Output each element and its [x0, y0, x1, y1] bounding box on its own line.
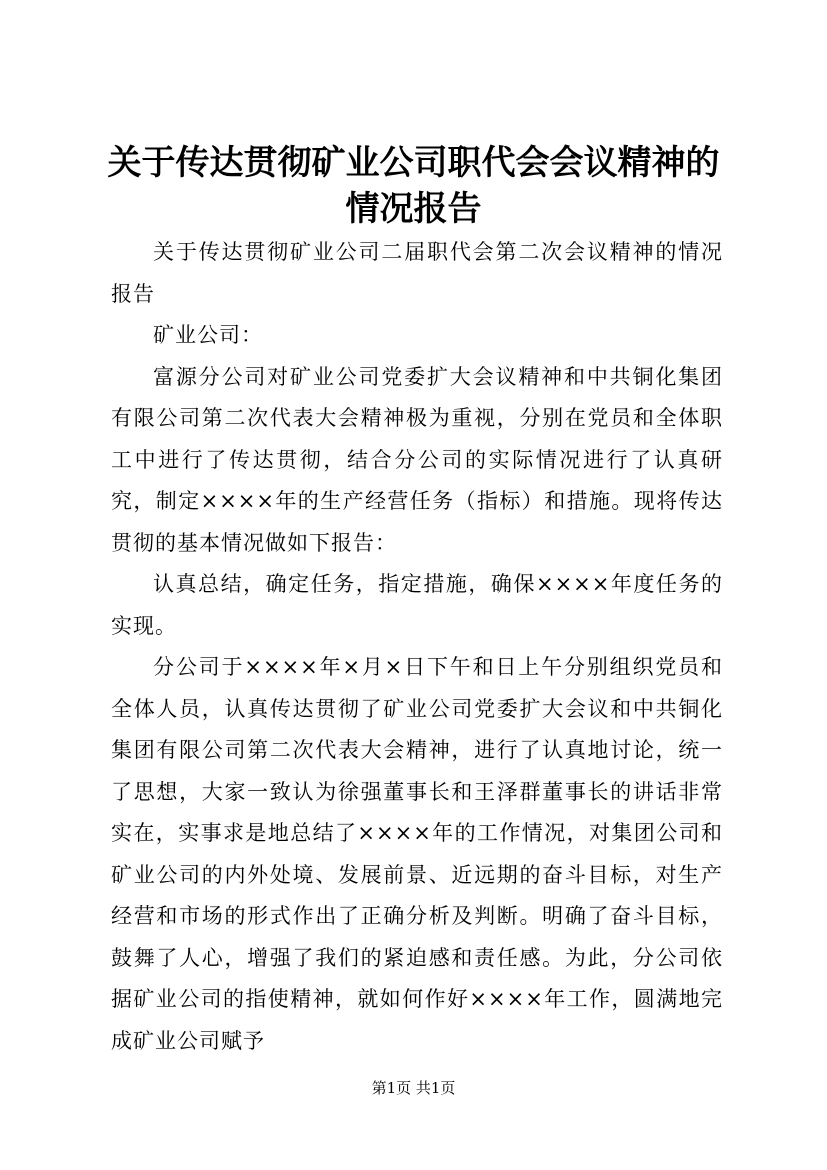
body-paragraph: 认真总结，确定任务，指定措施，确保××××年度任务的实现。 — [111, 572, 723, 638]
document-body — [111, 232, 723, 1062]
body-paragraph: 富源分公司对矿业公司党委扩大会议精神和中共铜化集团有限公司第二次代表大会精神极为重视，分别在党员和全体职工中进行了传达贯彻，结合分公司的实际情况进行了认真研究，制定××××年的生产经营任务（指标）和措施。现将传达贯彻的基本情况做如下报告： — [111, 364, 723, 555]
salutation-paragraph: 矿业公司： — [153, 323, 263, 347]
page-number-footer: 第1页 共1页 — [371, 1079, 456, 1097]
body-paragraph: 分公司于××××年×月×日下午和日上午分别组织党员和全体人员，认真传达贯彻了矿业公司党委扩大会议和中共铜化集团有限公司第二次代表大会精神，进行了认真地讨论，统一了思想，大家一致认为徐强董事长和王泽群董事长的讲话非常实在，实事求是地总结了××××年的工作情况，对集团公司和矿业公司的内外处境、发展前景、近远期的奋斗目标，对生产经营和市场的形式作出了正确分析及判断。明确了奋斗目标，鼓舞了人心，增强了我们的紧迫感和责任感。为此，分公司依据矿业公司的指使精神，就如何作好××××年工作，圆满地完成矿业公司赋予 — [111, 655, 723, 1053]
report-heading-paragraph: 关于传达贯彻矿业公司二届职代会第二次会议精神的情况报告 — [111, 240, 723, 306]
document-title: 关于传达贯彻矿业公司职代会会议精神的情况报告 — [107, 143, 720, 229]
